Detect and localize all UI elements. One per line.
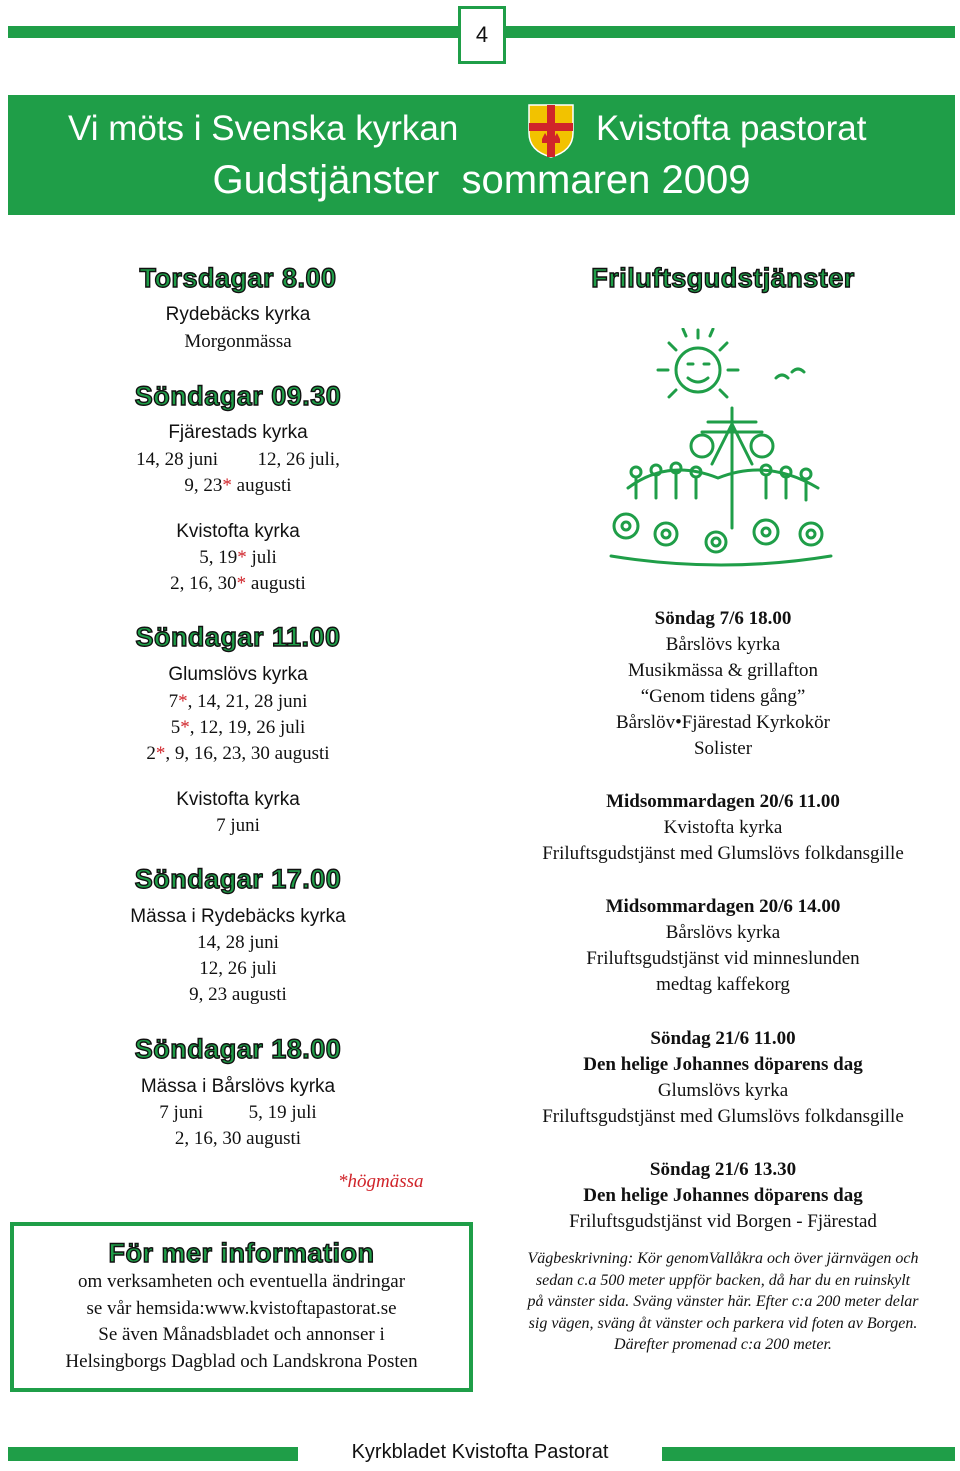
directions-line: Vägbeskrivning: Kör genomVallåkra och över järnvägen och	[527, 1250, 919, 1267]
event-line: medtag kaffekorg	[656, 974, 790, 995]
dates-line	[0, 1102, 476, 1124]
page-number: 4	[458, 6, 506, 64]
church-name: Kvistofta kyrka	[176, 789, 300, 810]
church-name: Glumslövs kyrka	[168, 664, 308, 685]
info-heading: För mer information	[108, 1238, 375, 1268]
dates-line	[0, 717, 476, 739]
dates-line: 14, 28 juni	[197, 932, 279, 953]
dates-line: 7 juni	[216, 815, 260, 836]
event-line: “Genom tidens gång”	[640, 686, 806, 707]
heading-sondagar-1100: Söndagar 11.00	[135, 622, 341, 652]
header-left-title: Vi möts i Svenska kyrkan	[68, 109, 459, 148]
heading-sondagar-0930: Söndagar 09.30	[134, 381, 342, 411]
event-title: Söndag 21/6 13.30	[649, 1159, 797, 1180]
dates-part: 2, 16, 30	[170, 573, 237, 594]
directions-line: sig vägen, sväng åt vänster och parkera vid foten av Borgen.	[528, 1314, 918, 1332]
directions-line: sedan c.a 500 meter uppför backen, då har du en ruinskylt	[535, 1271, 911, 1289]
dates-part: 5, 19	[199, 547, 238, 568]
event-line: Bårslövs kyrka	[665, 922, 781, 943]
church-name: Kvistofta kyrka	[176, 521, 300, 542]
dates-part: , 9, 16, 23, 30 augusti	[165, 743, 330, 764]
church-name: Rydebäcks kyrka	[165, 304, 311, 325]
info-line: Se även Månadsbladet och annonser i	[98, 1324, 385, 1345]
event-title: Midsommardagen 20/6 14.00	[605, 896, 841, 917]
event-title: Söndag 21/6 11.00	[650, 1028, 796, 1049]
event-line: Musikmässa & grillafton	[628, 660, 818, 681]
dates-line: 12, 26 juli	[199, 958, 277, 979]
directions	[486, 1248, 960, 1356]
event-line: Bårslöv•Fjärestad Kyrkokör	[615, 712, 831, 733]
heading-torsdagar: Torsdagar 8.00	[139, 263, 337, 293]
asterisk: *	[237, 547, 247, 568]
dates-part: 14, 28 juni	[136, 449, 218, 470]
event-line: Glumslövs kyrka	[657, 1080, 789, 1101]
header-subtitle: Gudstjänster sommaren 2009	[212, 158, 751, 202]
directions-line: Därefter promenad c:a 200 meter.	[614, 1336, 832, 1353]
header-right-title: Kvistofta pastorat	[596, 109, 867, 148]
dates-part: 5, 19 juli	[248, 1102, 317, 1123]
dates-line	[0, 743, 476, 765]
event-title: Söndag 7/6 18.00	[654, 608, 792, 629]
info-line: om verksamheten och eventuella ändringar	[77, 1271, 406, 1292]
heading-sondagar-1700: Söndagar 17.00	[134, 864, 342, 894]
dates-part: 7	[168, 691, 179, 712]
bottom-rule-right	[662, 1447, 955, 1461]
church-name: Fjärestads kyrka	[168, 422, 308, 443]
dates-line	[0, 449, 476, 471]
dates-line	[0, 691, 476, 713]
asterisk: *	[155, 743, 166, 764]
church-name: Mässa i Bårslövs kyrka	[140, 1076, 336, 1097]
church-name: Mässa i Rydebäcks kyrka	[130, 906, 346, 927]
dates-part: augusti	[250, 573, 306, 594]
dates-line	[0, 547, 476, 569]
service-desc: Morgonmässa	[184, 331, 292, 352]
dates-line: 9, 23 augusti	[189, 984, 287, 1005]
dates-line: 2, 16, 30 augusti	[174, 1128, 302, 1149]
dates-part: , 12, 19, 26 juli	[189, 717, 306, 738]
dates-part: 12, 26 juli,	[257, 449, 340, 470]
asterisk: *	[222, 475, 232, 496]
asterisk: *	[236, 573, 247, 594]
dates-part: , 14, 21, 28 juni	[187, 691, 308, 712]
dates-line	[0, 475, 476, 497]
info-line: Helsingborgs Dagblad och Landskrona Posten	[65, 1350, 418, 1372]
dates-part: juli	[251, 547, 277, 568]
event-subtitle: Den helige Johannes döparens dag	[583, 1185, 863, 1206]
midsummer-illustration	[606, 328, 836, 568]
event-line: Kvistofta kyrka	[663, 817, 783, 838]
dates-part: 5	[170, 717, 181, 738]
heading-sondagar-1800: Söndagar 18.00	[134, 1034, 342, 1064]
event-subtitle: Den helige Johannes döparens dag	[583, 1054, 863, 1075]
note-hogmassa: *högmässa	[338, 1171, 424, 1192]
info-box	[10, 1222, 473, 1392]
info-line: se vår hemsida:www.kvistoftapastorat.se	[86, 1297, 397, 1319]
event-title: Midsommardagen 20/6 11.00	[606, 791, 840, 812]
event-line: Friluftsgudstjänst vid Borgen - Fjärestad	[569, 1211, 877, 1232]
dates-part: 9, 23	[184, 475, 223, 496]
event-line: Friluftsgudstjänst med Glumslövs folkdansgille	[542, 1106, 904, 1127]
bottom-rule-left	[8, 1447, 298, 1461]
heading-friluftsgudstjanster: Friluftsgudstjänster	[591, 263, 855, 293]
event-line: Bårslövs kyrka	[665, 634, 781, 655]
event-line: Solister	[693, 738, 753, 759]
dates-line	[0, 573, 476, 595]
right-column	[486, 0, 960, 1400]
asterisk: *	[180, 717, 190, 738]
directions-line: på vänster sida. Sväng vänster här. Efter c:a 200 meter delar	[527, 1293, 919, 1310]
asterisk: *	[178, 691, 188, 712]
dates-part: 7 juni	[159, 1102, 204, 1123]
dates-part: 2	[146, 743, 156, 764]
event-line: Friluftsgudstjänst med Glumslövs folkdansgille	[542, 843, 904, 864]
event-line: Friluftsgudstjänst vid minneslunden	[586, 948, 860, 969]
dates-part: augusti	[236, 475, 292, 496]
footer-title: Kyrkbladet Kvistofta Pastorat	[351, 1441, 609, 1463]
